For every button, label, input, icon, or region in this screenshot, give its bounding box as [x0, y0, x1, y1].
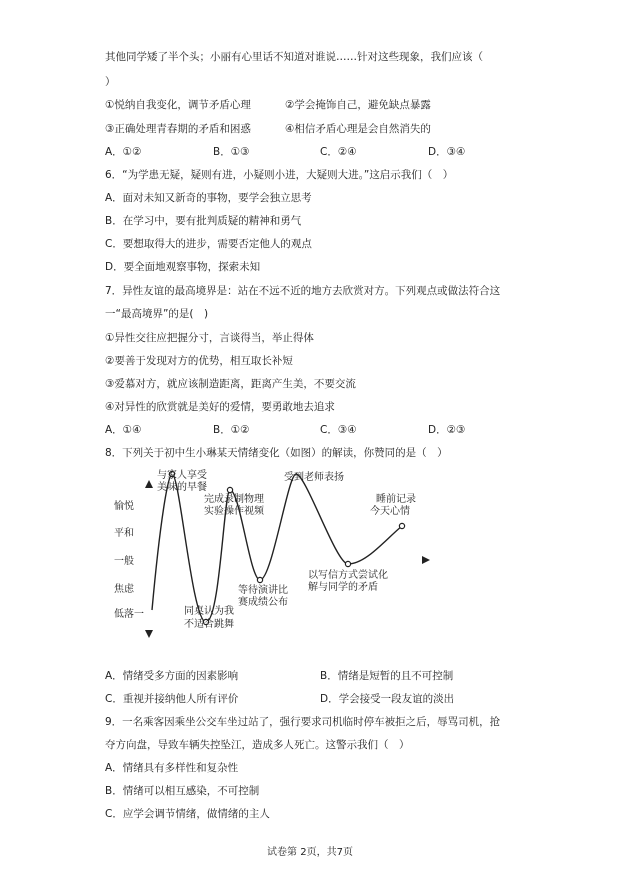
page-footer: 试卷第 2页，共7页 — [267, 847, 353, 858]
q7-statement-3: ③爱慕对方，就应该制造距离，距离产生美，不要交流 — [105, 378, 356, 390]
q9-option-a: A．情绪具有多样性和复杂性 — [105, 762, 239, 774]
q9-stem-line1: 9．一名乘客因乘坐公交车坐过站了，强行要求司机临时停车被拒之后，辱骂司机，抢 — [105, 716, 501, 728]
annotation-breakfast-line2: 美味的早餐 — [157, 482, 207, 493]
y-label-anxious: 焦虑 — [114, 584, 134, 595]
q6-option-a: A．面对未知又新奇的事物，要学会独立思考 — [105, 192, 312, 204]
q8-option-b: B．情绪是短暂的且不可控制 — [320, 670, 454, 682]
annotation-physics-line1: 完成录制物理 — [204, 494, 264, 505]
y-label-normal: 一般 — [114, 556, 134, 567]
curve-point-diary — [399, 523, 404, 528]
q7-stem-line1: 7．异性友谊的最高境界是：站在不远不近的地方去欣赏对方。下列观点或做法符合这 — [105, 285, 501, 297]
q6-option-d: D．要全面地观察事物，探索未知 — [105, 261, 261, 273]
q6-option-b: B．在学习中，要有批判质疑的精神和勇气 — [105, 215, 302, 227]
q7-statement-4: ④对异性的欣赏就是美好的爱情，要勇敢地去追求 — [105, 401, 335, 413]
q5-stem-bracket: ） — [105, 76, 116, 88]
curve-point-physics-video — [227, 487, 232, 492]
q5-option-d: D．③④ — [428, 146, 466, 158]
curve-point-speech-result — [257, 577, 262, 582]
q5-option-b: B．①③ — [213, 146, 250, 158]
q7-option-c: C．③④ — [320, 424, 357, 436]
q6-option-c: C．要想取得大的进步，需要否定他人的观点 — [105, 238, 312, 250]
annotation-diary-line2: 今天心情 — [370, 506, 410, 517]
q7-statement-2: ②要善于发现对方的优势，相互取长补短 — [105, 355, 293, 367]
y-label-low: 低落一 — [114, 609, 144, 620]
annotation-praise: 受到老师表扬 — [284, 472, 344, 483]
q8-option-d: D．学会接受一段友谊的淡出 — [320, 693, 455, 705]
q7-statement-1: ①异性交往应把握分寸，言谈得当，举止得体 — [105, 332, 314, 344]
q8-option-a: A．情绪受多方面的因素影响 — [105, 670, 239, 682]
annotation-deskmate-line1: 同桌认为我 — [184, 606, 234, 617]
q6-stem: 6．“为学患无疑，疑则有进，小疑则小进，大疑则大进。”这启示我们（ ） — [105, 169, 454, 181]
annotation-speech-line2: 赛成绩公布 — [238, 597, 288, 608]
q8-option-c: C．重视并接纳他人所有评价 — [105, 693, 239, 705]
q9-option-c: C．应学会调节情绪，做情绪的主人 — [105, 808, 270, 820]
y-label-joyful: 愉悦 — [114, 501, 134, 512]
q7-stem-line2: 一“最高境界”的是( ) — [105, 308, 209, 320]
q7-option-a: A．①④ — [105, 424, 142, 436]
q5-option-a: A．①② — [105, 146, 142, 158]
y-axis-down-arrow — [145, 630, 153, 638]
q9-stem-line2: 夺方向盘，导致车辆失控坠江，造成多人死亡。这警示我们（ ） — [105, 739, 410, 751]
q9-option-b: B．情绪可以相互感染，不可控制 — [105, 785, 260, 797]
annotation-physics-line2: 实验操作视频 — [204, 506, 264, 517]
annotation-deskmate-line2: 不适合跳舞 — [184, 619, 234, 630]
q5-option-c: C．②④ — [320, 146, 357, 158]
q5-statement-4: ④相信矛盾心理是会自然消失的 — [285, 123, 431, 135]
q7-option-d: D．②③ — [428, 424, 466, 436]
x-axis-arrow — [422, 556, 430, 564]
annotation-breakfast-line1: 与家人享受 — [157, 470, 207, 481]
curve-point-letter — [345, 561, 350, 566]
q5-statement-2: ②学会掩饰自己，避免缺点暴露 — [285, 99, 431, 111]
y-axis-up-arrow — [145, 480, 153, 488]
q5-statement-3: ③正确处理青春期的矛盾和困惑 — [105, 123, 251, 135]
annotation-letter-line1: 以写信方式尝试化 — [308, 570, 388, 581]
annotation-speech-line1: 等待演讲比 — [238, 585, 288, 596]
q5-stem-line: 其他同学矮了半个头；小丽有心里话不知道对谁说……针对这些现象，我们应该（ — [105, 51, 483, 63]
q5-statement-1: ①悦纳自我变化，调节矛盾心理 — [105, 99, 251, 111]
q7-option-b: B．①② — [213, 424, 250, 436]
annotation-diary-line1: 睡前记录 — [376, 494, 416, 505]
y-label-calm: 平和 — [114, 528, 134, 539]
emotion-curve-figure — [100, 462, 440, 642]
q8-stem: 8．下列关于初中生小琳某天情绪变化（如图）的解读，你赞同的是（ ） — [105, 447, 448, 459]
annotation-letter-line2: 解与同学的矛盾 — [308, 582, 378, 593]
